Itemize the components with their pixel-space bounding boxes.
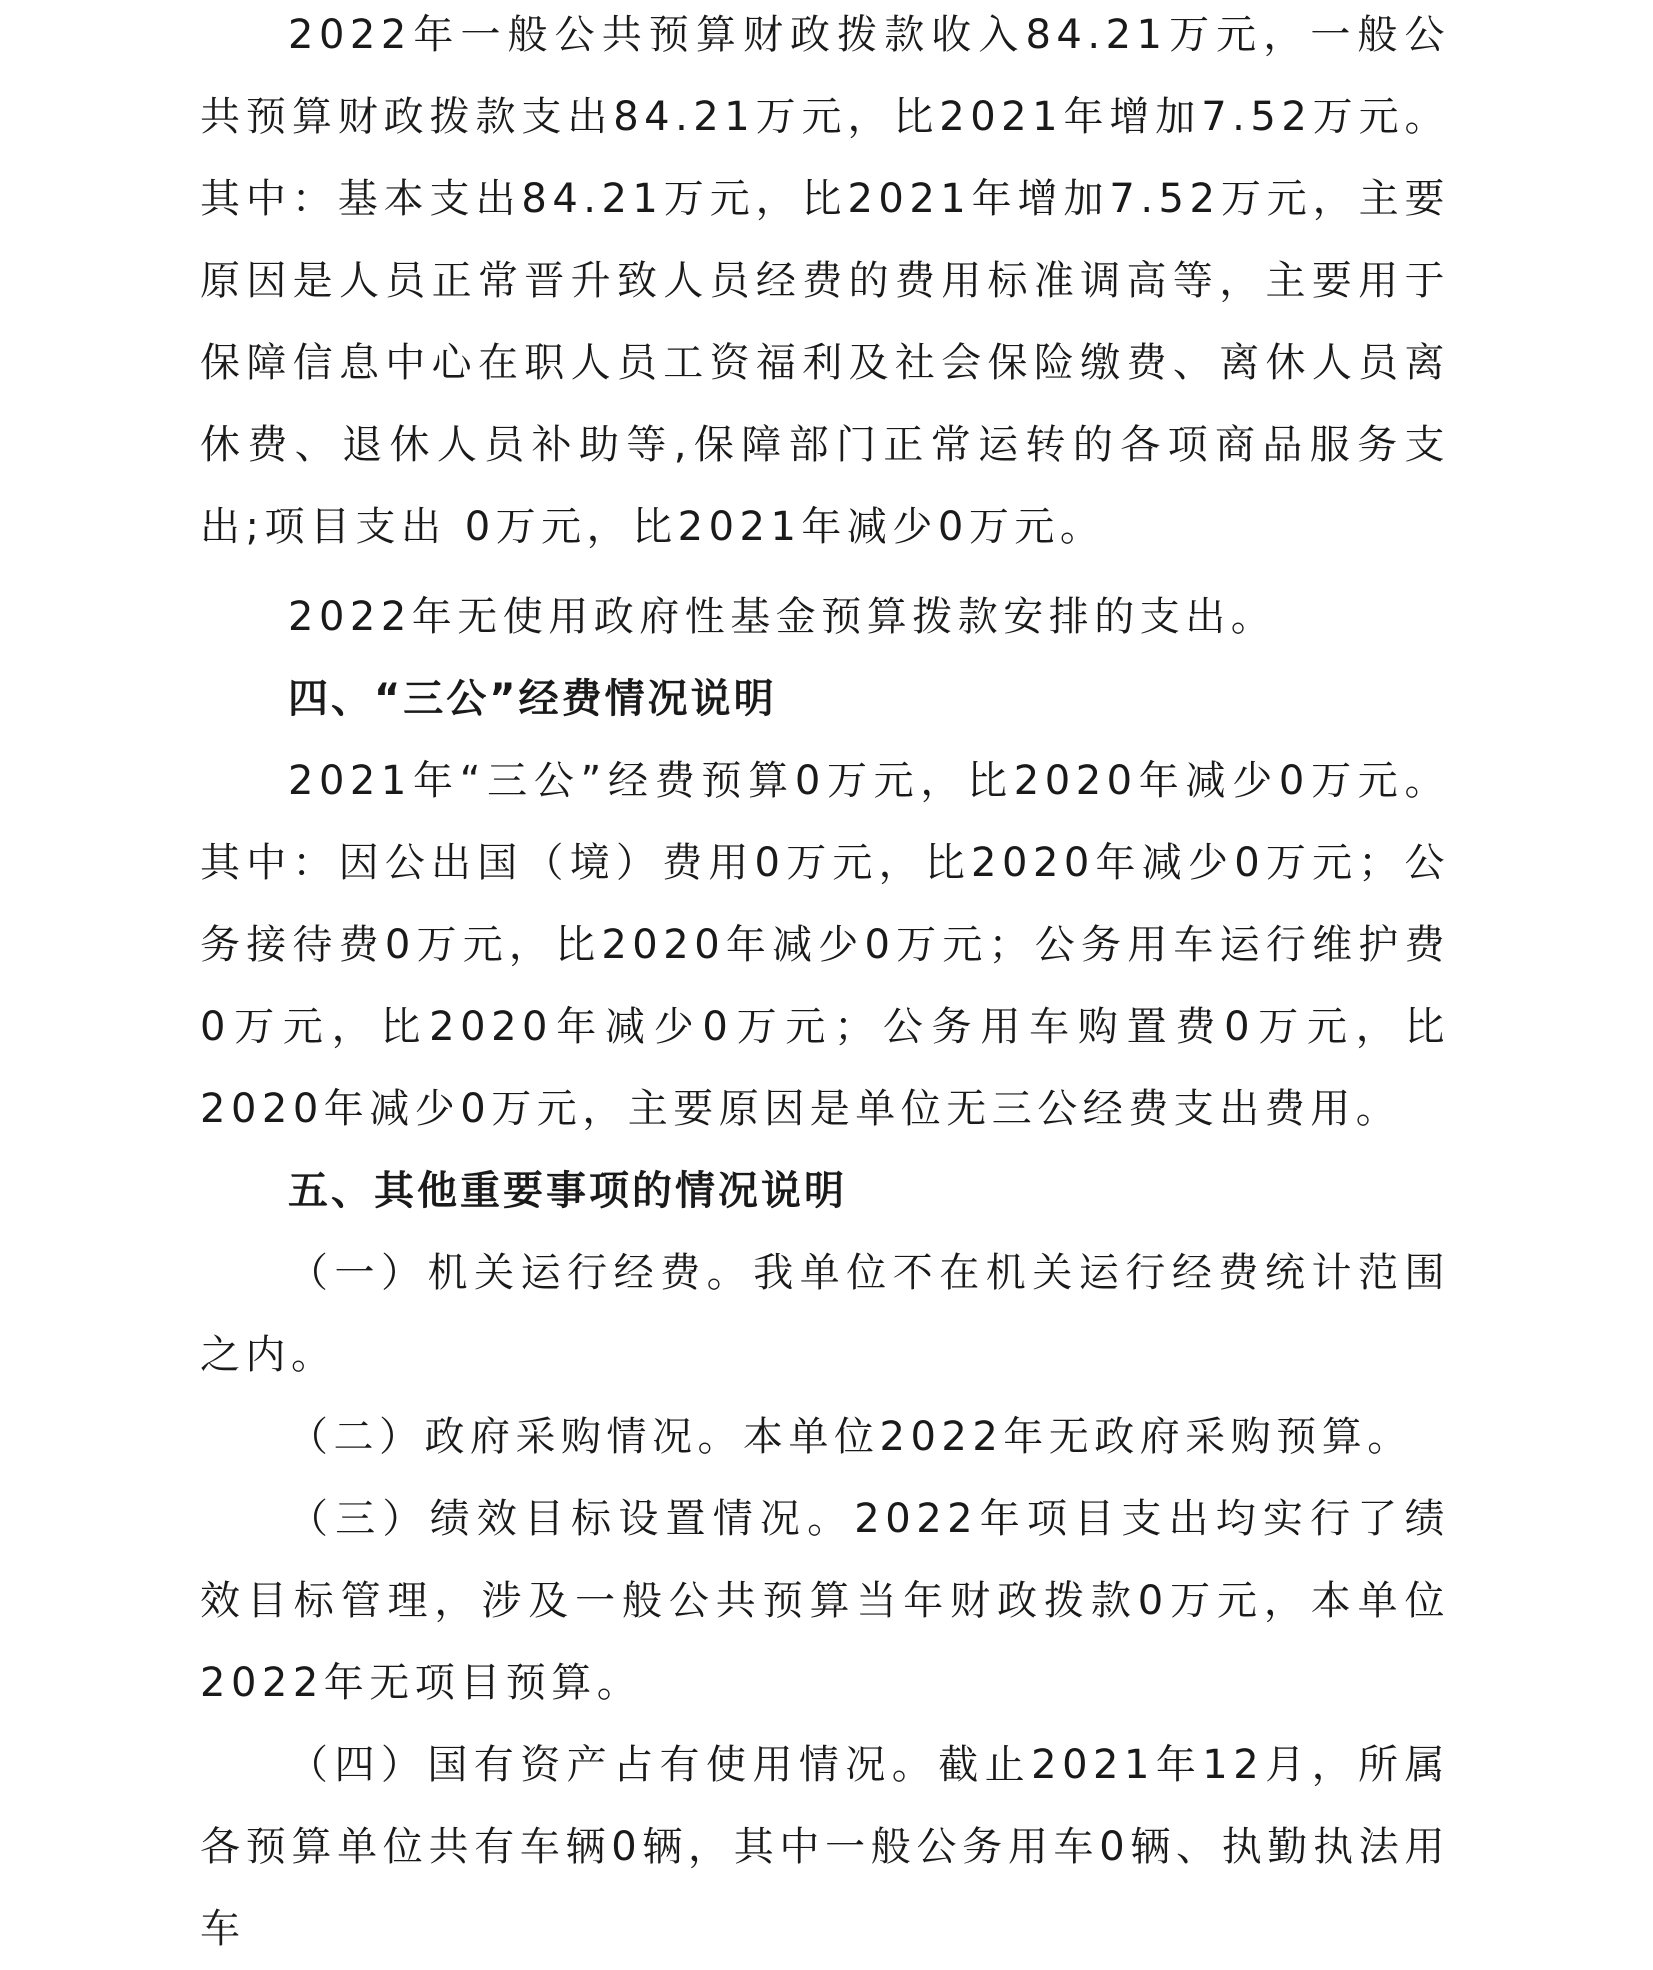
paragraph-budget-expenditure: 2022年一般公共预算财政拨款收入84.21万元，一般公共预算财政拨款支出84.21万元，比2021年增加7.52万元。其中：基本支出84.21万元，比2021年增加7.52万元，主要原因是人员正常晋升致人员经费的费用标准调高等，主要用于保障信息中心在职人员工资福利及社会保险缴费、离休人员离休费、退休人员补助等,保障部门正常运转的各项商品服务支出;项目支出 0万元，比2021年减少0万元。 bbox=[200, 12, 1450, 550]
paragraph-operating-expenses: （一）机关运行经费。我单位不在机关运行经费统计范围之内。 bbox=[200, 1250, 1450, 1378]
section-heading-other-matters: 五、其他重要事项的情况说明 bbox=[288, 1168, 847, 1214]
paragraph-government-procurement: （二）政府采购情况。本单位2022年无政府采购预算。 bbox=[288, 1414, 1413, 1460]
paragraph-performance-targets: （三）绩效目标设置情况。2022年项目支出均实行了绩效目标管理，涉及一般公共预算当年财政拨款0万元，本单位2022年无项目预算。 bbox=[200, 1496, 1450, 1706]
paragraph-state-assets: （四）国有资产占有使用情况。截止2021年12月，所属各预算单位共有车辆0辆，其中一般公务用车0辆、执勤执法用车 bbox=[200, 1742, 1450, 1952]
paragraph-government-fund: 2022年无使用政府性基金预算拨款安排的支出。 bbox=[288, 594, 1277, 640]
section-heading-three-public: 四、“三公”经费情况说明 bbox=[288, 676, 777, 722]
paragraph-three-public-expenses: 2021年“三公”经费预算0万元，比2020年减少0万元。其中：因公出国（境）费用0万元，比2020年减少0万元；公务接待费0万元，比2020年减少0万元；公务用车运行维护费0万元，比2020年减少0万元；公务用车购置费0万元，比2020年减少0万元，主要原因是单位无三公经费支出费用。 bbox=[200, 758, 1450, 1132]
